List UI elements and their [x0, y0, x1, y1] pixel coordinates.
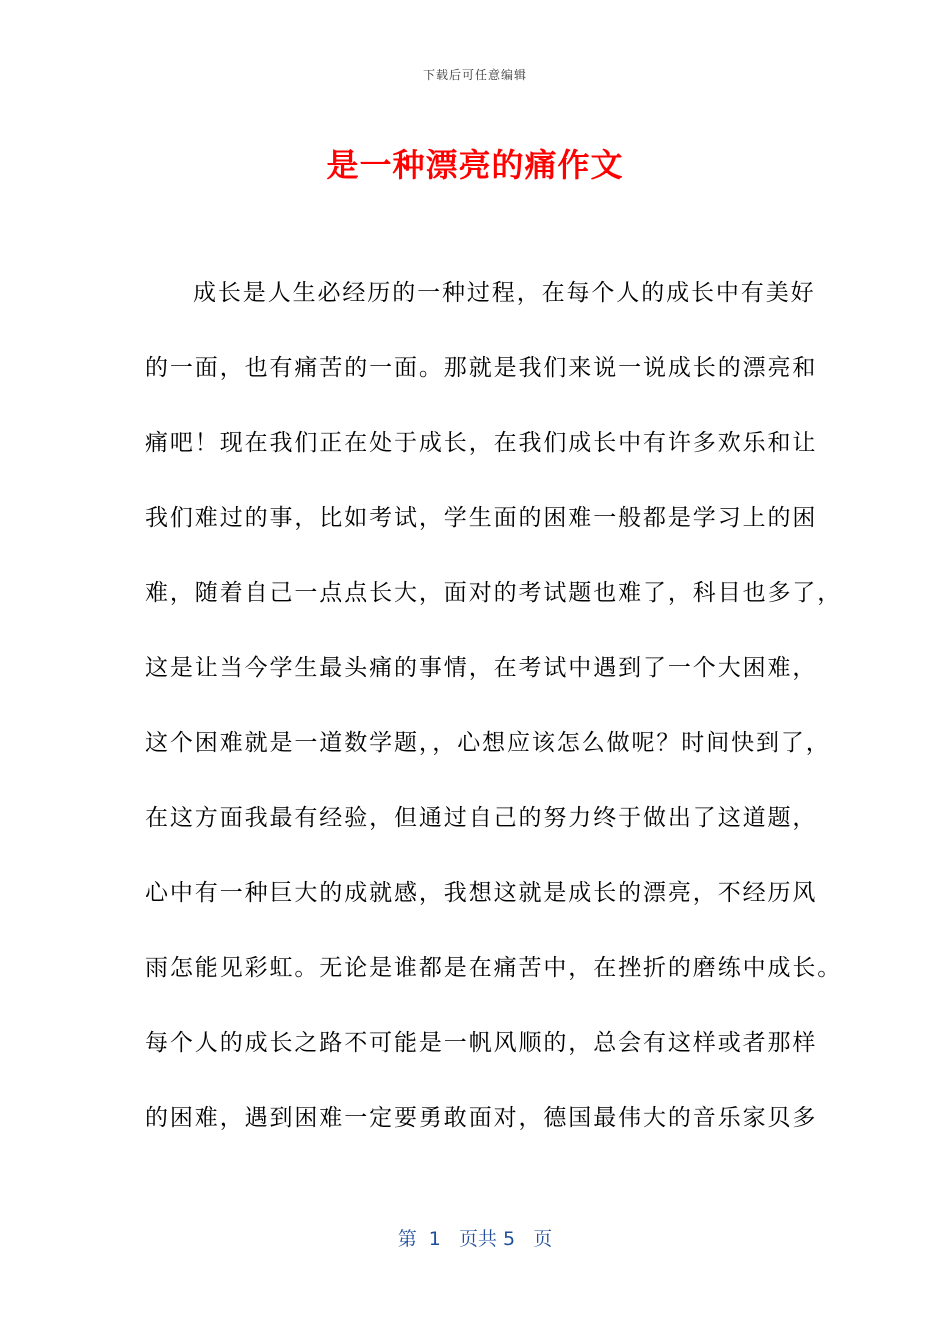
paragraph-line: 痛吧！现在我们正在处于成长，在我们成长中有许多欢乐和让	[145, 430, 818, 456]
paragraph-line: 每个人的成长之路不可能是一帆风顺的，总会有这样或者那样	[145, 1030, 818, 1056]
page-number-footer: 第 1 页共 5 页	[397, 1228, 553, 1250]
paragraph-line: 的一面，也有痛苦的一面。那就是我们来说一说成长的漂亮和	[145, 355, 818, 381]
paragraph-line: 成长是人生必经历的一种过程，在每个人的成长中有美好	[193, 280, 816, 306]
paragraph-line: 这个困难就是一道数学题，，心想应该怎么做呢？时间快到了，	[145, 730, 831, 756]
document-title: 是一种漂亮的痛作文	[326, 146, 624, 184]
paragraph-line: 难，随着自己一点点长大，面对的考试题也难了，科目也多了，	[145, 580, 843, 606]
paragraph-line: 雨怎能见彩虹。无论是谁都是在痛苦中，在挫折的磨练中成长。	[145, 955, 843, 981]
paragraph-line: 的困难，遇到困难一定要勇敢面对，德国最伟大的音乐家贝多	[145, 1105, 818, 1131]
paragraph-line: 这是让当今学生最头痛的事情，在考试中遇到了一个大困难，	[145, 655, 818, 681]
paragraph-line: 心中有一种巨大的成就感，我想这就是成长的漂亮，不经历风	[145, 880, 818, 906]
paragraph-line: 我们难过的事，比如考试，学生面的困难一般都是学习上的困	[145, 505, 818, 531]
paragraph-line: 在这方面我最有经验，但通过自己的努力终于做出了这道题，	[145, 805, 818, 831]
body-text	[145, 270, 843, 1170]
header-note: 下载后可任意编辑	[422, 68, 527, 82]
